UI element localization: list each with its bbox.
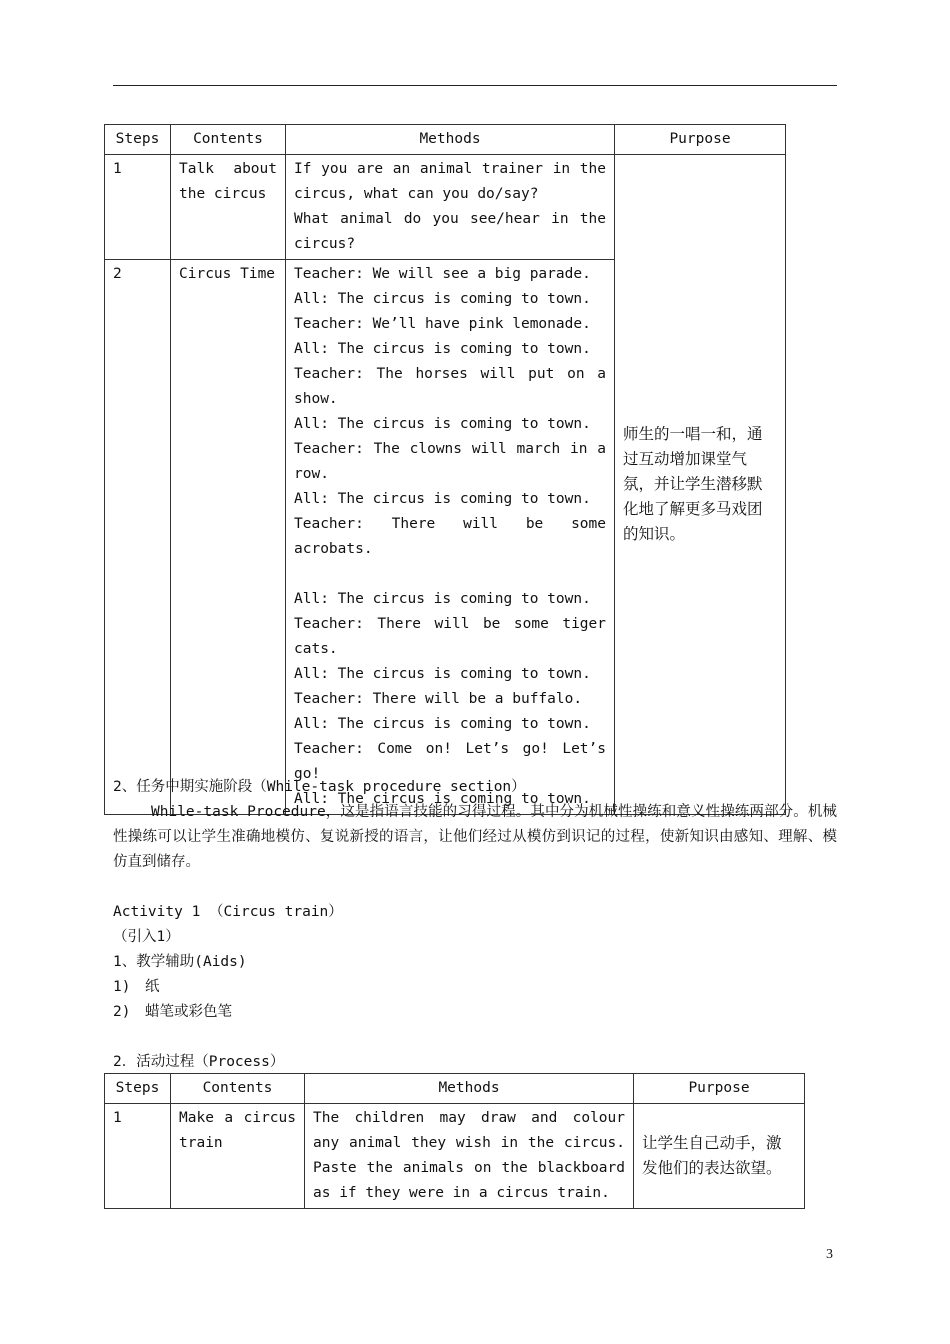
header-steps: Steps	[105, 125, 171, 155]
method-line: All: The circus is coming to town.	[294, 716, 591, 732]
step-cell: 1	[105, 1104, 171, 1209]
method-line: Teacher: We will see a big parade.	[294, 266, 591, 282]
section-2	[113, 775, 837, 1075]
lesson-table-2	[104, 1073, 805, 1209]
method-line: All: The circus is coming to town.	[294, 591, 591, 607]
methods-cell	[286, 155, 615, 260]
contents-cell: Circus Time	[171, 260, 286, 815]
method-line: All: The circus is coming to town.	[294, 491, 591, 507]
page-number: 3	[826, 1247, 833, 1262]
step-cell: 1	[105, 155, 171, 260]
aid-item: 1) 纸	[113, 979, 160, 995]
process-heading: 2．活动过程（Process）	[113, 1054, 285, 1070]
step-cell: 2	[105, 260, 171, 815]
method-line: What animal do you see/hear in the circus?	[294, 211, 606, 252]
method-line: Teacher: Come on! Let’s go! Let’s go!	[294, 741, 606, 782]
header-contents: Contents	[171, 1074, 305, 1104]
section-heading: 2、任务中期实施阶段（While-task procedure section）	[113, 779, 526, 795]
contents-cell: Make a circus train	[171, 1104, 305, 1209]
method-line: All: The circus is coming to town.	[294, 666, 591, 682]
methods-cell	[286, 260, 615, 815]
purpose-cell: 师生的一唱一和，通过互动增加课堂气氛，并让学生潜移默化地了解更多马戏团的知识。	[615, 155, 786, 815]
activity-intro: （引入1）	[113, 929, 180, 945]
header-methods: Methods	[305, 1074, 634, 1104]
purpose-cell: 让学生自己动手，激发他们的表达欲望。	[634, 1104, 805, 1209]
method-line: All: The circus is coming to town.	[294, 416, 591, 432]
aid-item: 2) 蜡笔或彩色笔	[113, 1004, 232, 1020]
methods-cell: The children may draw and colour any animal they wish in the circus. Paste the animals on the blackboard as if they were in a circus train.	[305, 1104, 634, 1209]
section-paragraph: While-task Procedure，这是指语言技能的习得过程。其中分为机械性操练和意义性操练两部分。机械性操练可以让学生准确地模仿、复说新授的语言，让他们经过从模仿到识记的过程，使新知识由感知、理解、模仿直到储存。	[113, 804, 837, 870]
method-line: If you are an animal trainer in the circus, what can you do/say?	[294, 161, 606, 202]
method-line: Teacher: There will be some acrobats.	[294, 516, 606, 557]
blank-line	[113, 1025, 837, 1050]
method-line: Teacher: There will be some tiger cats.	[294, 616, 606, 657]
method-line: Teacher: We’ll have pink lemonade.	[294, 316, 591, 332]
method-line: Teacher: The horses will put on a show.	[294, 366, 606, 407]
activity-title: Activity 1 （Circus train）	[113, 904, 343, 920]
method-line: Teacher: The clowns will march in a row.	[294, 441, 606, 482]
header-purpose: Purpose	[615, 125, 786, 155]
blank-line	[113, 875, 837, 900]
lesson-table-1	[104, 124, 786, 815]
method-line: Teacher: There will be a buffalo.	[294, 691, 583, 707]
header-rule	[113, 85, 837, 86]
contents-cell: Talk about the circus	[171, 155, 286, 260]
method-line: All: The circus is coming to town.	[294, 291, 591, 307]
header-steps: Steps	[105, 1074, 171, 1104]
aids-heading: 1、教学辅助(Aids)	[113, 954, 247, 970]
method-line: All: The circus is coming to town.	[294, 791, 591, 807]
header-purpose: Purpose	[634, 1074, 805, 1104]
method-blank-line	[294, 562, 606, 587]
header-methods: Methods	[286, 125, 615, 155]
header-contents: Contents	[171, 125, 286, 155]
method-line: All: The circus is coming to town.	[294, 341, 591, 357]
